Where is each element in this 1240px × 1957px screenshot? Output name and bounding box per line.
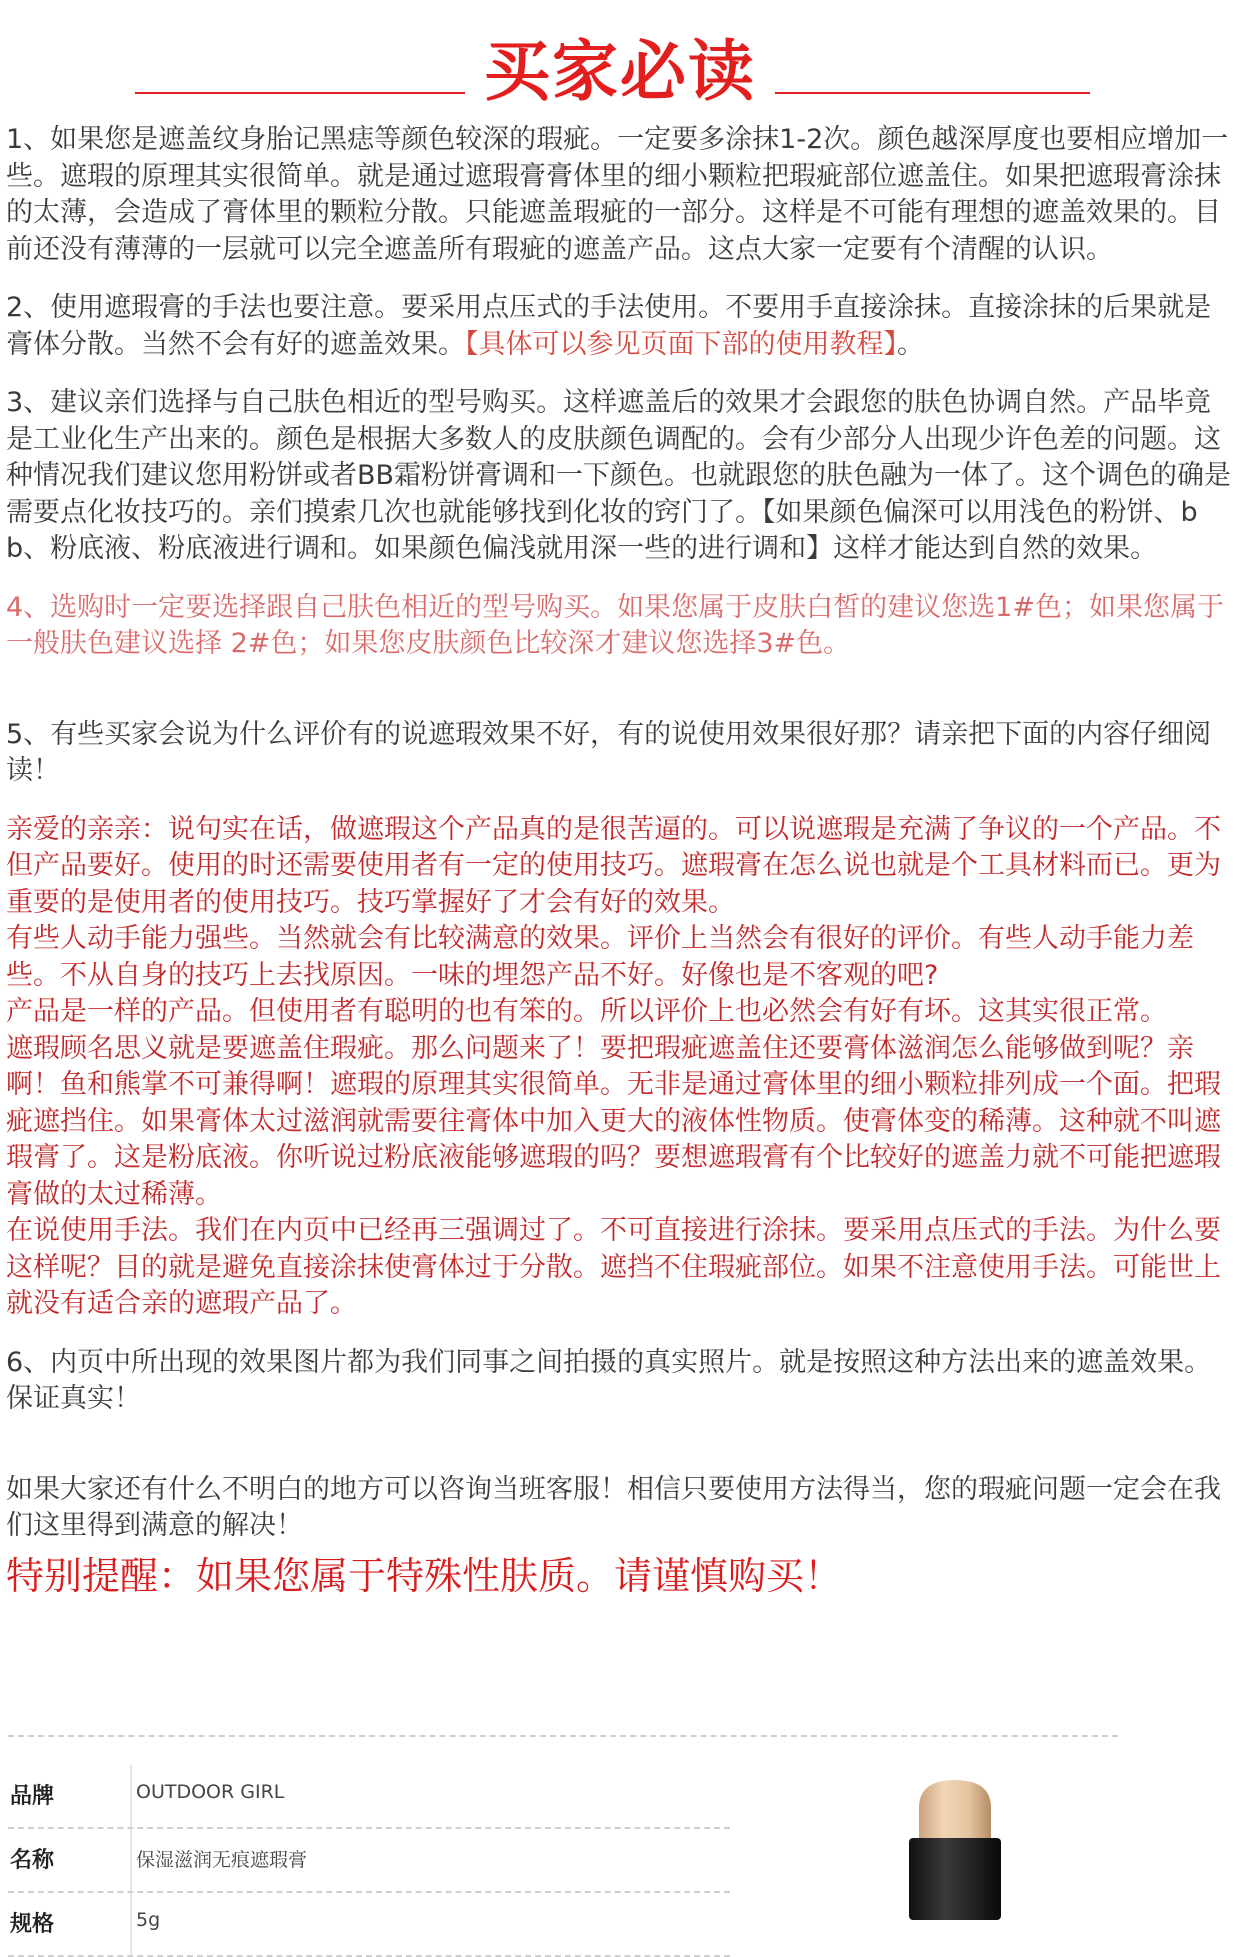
notice-paragraph-3: 3、建议亲们选择与自己肤色相近的型号购买。这样遮盖后的效果才会跟您的肤色协调自然。产品毕竟是工业化生产出来的。颜色是根据大多数人的皮肤颜色调配的。会有少部分人出现少许色差的问题。这种情况我们建议您用粉饼或者BB霜粉饼膏调和一下颜色。也就跟您的肤色融为一体了。这个调色的确是需要点化妆技巧的。亲们摸索几次也就能够找到化妆的窍门了。【如果颜色偏深可以用浅色的粉饼、bb、粉底液、粉底液进行调和。如果颜色偏浅就用深一些的进行调和】这样才能达到自然的效果。 <box>6 387 1232 564</box>
spec-row-brand <box>8 1765 730 1829</box>
page-title: 买家必读 <box>484 33 756 110</box>
spec-table <box>8 1765 730 1957</box>
closing-paragraph: 如果大家还有什么不明白的地方可以咨询当班客服！相信只要使用方法得当，您的瑕疵问题一定会在我们这里得到满意的解决！ <box>6 1473 1221 1541</box>
notice-paragraph-5: 5、有些买家会说为什么评价有的说遮瑕效果不好，有的说使用效果很好那？请亲把下面的内容仔细阅读！ <box>6 718 1212 786</box>
title-line-right <box>775 92 1090 94</box>
spec-value-brand: OUTDOOR GIRL <box>136 1781 285 1803</box>
special-notice: 特别提醒：如果您属于特殊性肤质。请谨慎购买！ <box>6 1553 843 1598</box>
notice-paragraph-1: 1、如果您是遮盖纹身胎记黑痣等颜色较深的瑕疵。一定要多涂抹1-2次。颜色越深厚度也要相应增加一些。遮瑕的原理其实很简单。就是通过遮瑕膏膏体里的细小颗粒把瑕疵部位遮盖住。如果把遮瑕膏涂抹的太薄，会造成了膏体里的颗粒分散。只能遮盖瑕疵的一部分。这样是不可能有理想的遮盖效果的。目前还没有薄薄的一层就可以完全遮盖所有瑕疵的遮盖产品。这点大家一定要有个清醒的认识。 <box>6 124 1229 265</box>
explanation-line-1: 亲爱的亲亲：说句实在话，做遮瑕这个产品真的是很苦逼的。可以说遮瑕是充满了争议的一个产品。不但产品要好。使用的时还需要使用者有一定的使用技巧。遮瑕膏在怎么说也就是个工具材料而已。更为重要的是使用者的使用技巧。技巧掌握好了才会有好的效果。 <box>6 813 1221 918</box>
tutorial-reference: 【具体可以参见页面下部的使用教程】 <box>465 328 897 360</box>
spec-label-name: 名称 <box>10 1848 55 1873</box>
spec-value-size: 5g <box>136 1909 161 1931</box>
concealer-stick-image <box>875 1780 1035 1920</box>
spec-label-size: 规格 <box>10 1912 55 1937</box>
explanation-line-4: 遮瑕顾名思义就是要遮盖住瑕疵。那么问题来了！要把瑕疵遮盖住还要膏体滋润怎么能够做到呢？亲啊！鱼和熊掌不可兼得啊！遮瑕的原理其实很简单。无非是通过膏体里的细小颗粒排列成一个面。把瑕疵遮挡住。如果膏体太过滋润就需要往膏体中加入更大的液体性物质。使膏体变的稀薄。这种就不叫遮瑕膏了。这是粉底液。你听说过粉底液能够遮瑕的吗？要想遮瑕膏有个比较好的遮盖力就不可能把遮瑕膏做的太过稀薄。 <box>6 1032 1221 1210</box>
product-spec-area <box>0 1735 1240 1937</box>
explanation-line-5: 在说使用手法。我们在内页中已经再三强调过了。不可直接进行涂抹。要采用点压式的手法。为什么要这样呢？目的就是避免直接涂抹使膏体过于分散。遮挡不住瑕疵部位。如果不注意使用手法。可能世上就没有适合亲的遮瑕产品了。 <box>6 1215 1221 1319</box>
title-line-left <box>135 92 465 94</box>
explanation-line-3: 产品是一样的产品。但使用者有聪明的也有笨的。所以评价上也必然会有好有坏。这其实很正常。 <box>6 996 1167 1027</box>
notice-content <box>6 122 1234 1599</box>
notice-paragraph-4: 4、选购时一定要选择跟自己肤色相近的型号购买。如果您属于皮肤白皙的建议您选1#色；如果您属于一般肤色建议选择 2#色；如果您皮肤颜色比较深才建议您选择3#色。 <box>6 591 1224 659</box>
title-row <box>0 30 1240 120</box>
spec-value-name: 保湿滋润无痕遮瑕膏 <box>136 1849 308 1871</box>
notice-paragraph-2-text: 2、使用遮瑕膏的手法也要注意。要采用点压式的手法使用。不要用手直接涂抹。直接涂抹的后果就是膏体分散。当然不会有好的遮盖效果。 <box>6 292 1212 360</box>
spec-label-brand: 品牌 <box>10 1784 55 1809</box>
spec-row-name <box>8 1829 730 1893</box>
spec-divider-top <box>8 1735 1118 1737</box>
notice-paragraph-2-tail: 。 <box>897 328 924 360</box>
notice-paragraph-2 <box>6 290 1234 363</box>
explanation-line-2: 有些人动手能力强些。当然就会有比较满意的效果。评价上当然会有很好的评价。有些人动手能力差些。不从自身的技巧上去找原因。一味的埋怨产品不好。好像也是不客观的吧? <box>6 923 1194 991</box>
spec-row-size <box>8 1893 730 1957</box>
notice-paragraph-6: 6、内页中所出现的效果图片都为我们同事之间拍摄的真实照片。就是按照这种方法出来的遮盖效果。保证真实！ <box>6 1346 1212 1414</box>
